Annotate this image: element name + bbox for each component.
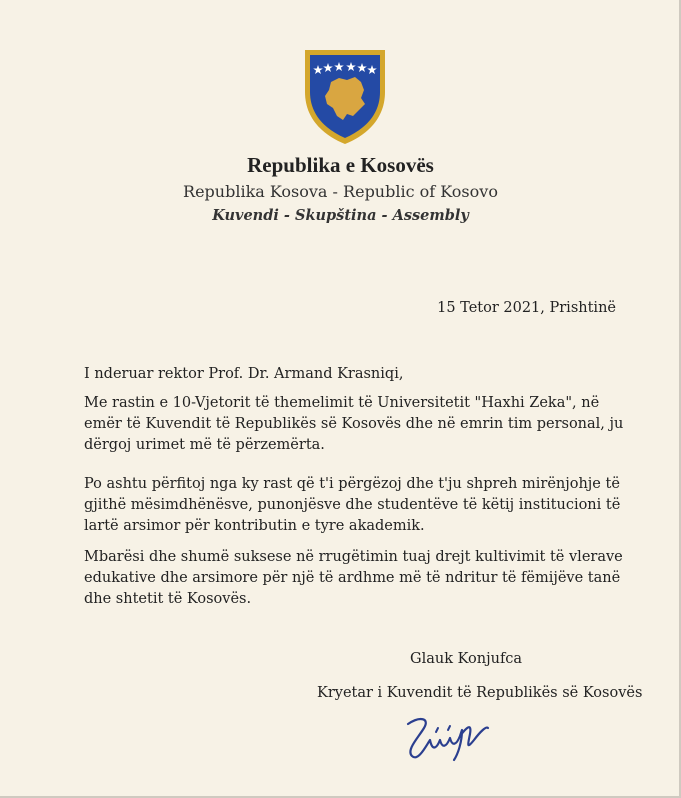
letter-paragraph: Mbarësi dhe shumë suksese në rrugëtimin tuaj drejt kultivimit të vlerave edukative dhe arsimore për një të ardhme më të ndritur të fëmijëve tanë dhe shtetit të Kosovës.: [84, 549, 623, 607]
handwritten-signature: [400, 710, 498, 770]
header-assembly: Kuvendi - Skupština - Assembly: [212, 207, 469, 224]
letter-date: 15 Tetor 2021, Prishtinë: [437, 300, 616, 316]
letter-greeting: I nderuar rektor Prof. Dr. Armand Krasniqi,: [84, 366, 404, 382]
letter-paragraph: Me rastin e 10-Vjetorit të themelimit të Universitetit "Haxhi Zeka", në emër të Kuvendit të Republikës së Kosovës dhe në emrin tim personal, ju dërgoj urimet më të përzemërta.: [84, 395, 624, 453]
signer-name: Glauk Konjufca: [410, 651, 523, 667]
header-subtitle: Republika Kosova - Republic of Kosovo: [183, 182, 498, 201]
signer-title: Kryetar i Kuvendit të Republikës së Kosovës: [317, 685, 643, 701]
kosovo-coat-of-arms-icon: [301, 46, 389, 146]
letter-paragraph: Po ashtu përfitoj nga ky rast që t'i përgëzoj dhe t'ju shpreh mirënjohje të gjithë mësimdhënësve, punonjësve dhe studentëve të këtij institucioni të lartë arsimor për kontributin e tyre akademik.: [84, 476, 621, 534]
header-title: Republika e Kosovës: [247, 153, 434, 177]
